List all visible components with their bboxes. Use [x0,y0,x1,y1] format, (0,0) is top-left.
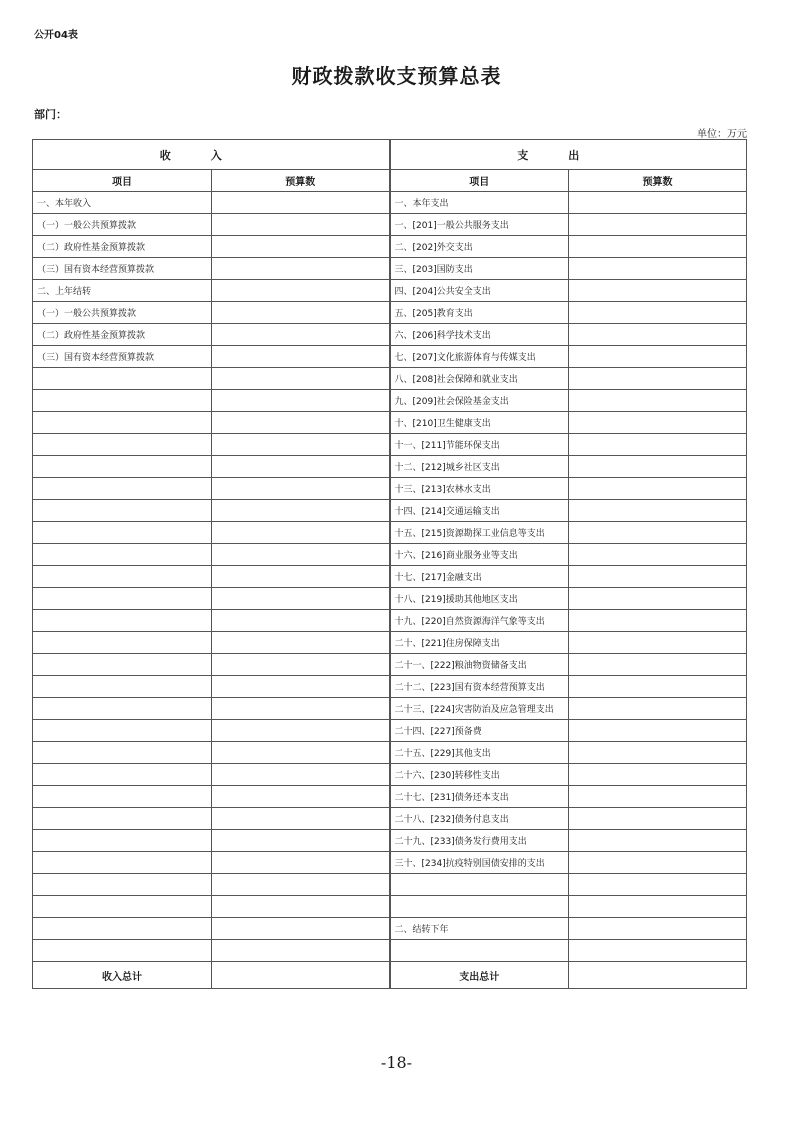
expense-budget-cell [569,610,747,632]
income-budget-cell [212,764,390,786]
income-item-cell [33,874,212,896]
table-row [33,588,747,610]
expense-budget-cell [569,874,747,896]
expense-total-label: 支出总计 [390,962,569,989]
table-row [33,522,747,544]
expense-item-cell: 七、[207]文化旅游体育与传媒支出 [390,346,569,368]
table-row [33,192,747,214]
income-budget-cell [212,368,390,390]
income-item-cell [33,720,212,742]
expense-budget-cell [569,720,747,742]
income-section-header: 收入 [33,140,390,170]
expense-budget-cell [569,808,747,830]
table-row [33,808,747,830]
income-item-cell: （一）一般公共预算拨款 [33,214,212,236]
expense-item-cell: 十、[210]卫生健康支出 [390,412,569,434]
expense-budget-cell [569,566,747,588]
income-budget-cell [212,390,390,412]
department-label: 部门： [34,108,67,121]
income-budget-cell [212,434,390,456]
expense-budget-cell [569,346,747,368]
income-budget-cell [212,544,390,566]
income-item-cell [33,940,212,962]
income-budget-header: 预算数 [212,170,390,192]
income-budget-cell [212,456,390,478]
income-budget-cell [212,676,390,698]
income-item-cell [33,742,212,764]
expense-item-cell: 八、[208]社会保障和就业支出 [390,368,569,390]
expense-item-cell: 二十七、[231]债务还本支出 [390,786,569,808]
expense-budget-cell [569,544,747,566]
expense-item-header: 项目 [390,170,569,192]
expense-item-cell: 九、[209]社会保险基金支出 [390,390,569,412]
income-item-cell [33,676,212,698]
table-row [33,412,747,434]
table-row [33,830,747,852]
expense-item-cell: 二十三、[224]灾害防治及应急管理支出 [390,698,569,720]
expense-item-cell: 五、[205]教育支出 [390,302,569,324]
expense-item-cell: 二十四、[227]预备费 [390,720,569,742]
expense-item-cell: 十九、[220]自然资源海洋气象等支出 [390,610,569,632]
table-row [33,214,747,236]
income-item-cell [33,852,212,874]
income-budget-cell [212,566,390,588]
expense-budget-cell [569,258,747,280]
income-item-cell: 一、本年收入 [33,192,212,214]
table-row [33,236,747,258]
expense-item-cell [390,940,569,962]
income-budget-cell [212,302,390,324]
expense-item-cell: 二、结转下年 [390,918,569,940]
expense-budget-cell [569,192,747,214]
income-budget-cell [212,214,390,236]
table-row [33,896,747,918]
income-item-cell [33,808,212,830]
expense-item-cell: 二十九、[233]债务发行费用支出 [390,830,569,852]
expense-item-cell: 十七、[217]金融支出 [390,566,569,588]
income-total-value [212,962,390,989]
income-budget-cell [212,654,390,676]
income-budget-cell [212,918,390,940]
income-budget-cell [212,258,390,280]
table-row [33,500,747,522]
income-budget-cell [212,786,390,808]
expense-item-cell: 三十、[234]抗疫特别国债安排的支出 [390,852,569,874]
expense-budget-header: 预算数 [569,170,747,192]
section-header-row [33,140,747,170]
expense-item-cell [390,874,569,896]
expense-total-value [569,962,747,989]
income-item-cell: （一）一般公共预算拨款 [33,302,212,324]
income-budget-cell [212,896,390,918]
expense-item-cell: 六、[206]科学技术支出 [390,324,569,346]
expense-budget-cell [569,456,747,478]
income-item-cell [33,544,212,566]
income-item-cell: 二、上年结转 [33,280,212,302]
table-row [33,720,747,742]
table-row [33,874,747,896]
income-budget-cell [212,500,390,522]
expense-item-cell: 二十五、[229]其他支出 [390,742,569,764]
expense-budget-cell [569,786,747,808]
expense-item-cell: 十五、[215]资源勘探工业信息等支出 [390,522,569,544]
income-item-cell [33,412,212,434]
income-budget-cell [212,522,390,544]
income-budget-cell [212,720,390,742]
expense-item-cell: 二十一、[222]粮油物资储备支出 [390,654,569,676]
income-item-header: 项目 [33,170,212,192]
income-budget-cell [212,346,390,368]
income-item-cell [33,610,212,632]
expense-budget-cell [569,940,747,962]
income-item-cell [33,918,212,940]
income-item-cell [33,522,212,544]
income-item-cell [33,764,212,786]
income-budget-cell [212,588,390,610]
expense-item-cell: 二十六、[230]转移性支出 [390,764,569,786]
table-row [33,280,747,302]
expense-budget-cell [569,698,747,720]
income-total-label: 收入总计 [33,962,212,989]
expense-item-cell: 一、[201]一般公共服务支出 [390,214,569,236]
expense-budget-cell [569,434,747,456]
income-item-cell [33,456,212,478]
expense-budget-cell [569,830,747,852]
table-row [33,852,747,874]
expense-item-cell: 二十、[221]住房保障支出 [390,632,569,654]
income-budget-cell [212,478,390,500]
income-item-cell [33,698,212,720]
table-row [33,698,747,720]
table-body [33,140,747,989]
table-row [33,742,747,764]
income-budget-cell [212,610,390,632]
income-budget-cell [212,236,390,258]
income-item-cell [33,896,212,918]
expense-item-cell: 十八、[219]援助其他地区支出 [390,588,569,610]
expense-item-cell: 二十二、[223]国有资本经营预算支出 [390,676,569,698]
expense-budget-cell [569,390,747,412]
income-budget-cell [212,324,390,346]
income-budget-cell [212,830,390,852]
expense-item-cell: 十三、[213]农林水支出 [390,478,569,500]
expense-item-cell: 十二、[212]城乡社区支出 [390,456,569,478]
expense-budget-cell [569,654,747,676]
expense-budget-cell [569,236,747,258]
income-item-cell [33,434,212,456]
income-budget-cell [212,852,390,874]
column-header-row [33,170,747,192]
income-item-cell [33,830,212,852]
expense-budget-cell [569,302,747,324]
budget-summary-table [32,139,747,989]
expense-budget-cell [569,522,747,544]
income-item-cell [33,500,212,522]
expense-budget-cell [569,500,747,522]
expense-item-cell: 二、[202]外交支出 [390,236,569,258]
table-row [33,456,747,478]
table-row [33,610,747,632]
table-row [33,302,747,324]
expense-budget-cell [569,676,747,698]
table-row [33,940,747,962]
table-row [33,544,747,566]
table-row [33,478,747,500]
table-row [33,918,747,940]
income-item-cell: （二）政府性基金预算拨款 [33,236,212,258]
income-budget-cell [212,698,390,720]
expense-item-cell: 三、[203]国防支出 [390,258,569,280]
page-number: -18- [380,1053,413,1072]
expense-budget-cell [569,852,747,874]
expense-item-cell: 二十八、[232]债务付息支出 [390,808,569,830]
expense-budget-cell [569,742,747,764]
expense-budget-cell [569,478,747,500]
form-code: 公开04表 [34,30,78,41]
expense-budget-cell [569,764,747,786]
income-budget-cell [212,742,390,764]
expense-budget-cell [569,918,747,940]
expense-section-header: 支出 [390,140,747,170]
expense-budget-cell [569,324,747,346]
income-item-cell [33,632,212,654]
expense-item-cell: 十六、[216]商业服务业等支出 [390,544,569,566]
income-item-cell [33,478,212,500]
expense-item-cell: 一、本年支出 [390,192,569,214]
income-item-cell [33,654,212,676]
page-title: 财政拨款收支预算总表 [291,64,502,88]
income-item-cell [33,566,212,588]
table-row [33,258,747,280]
expense-budget-cell [569,214,747,236]
table-row [33,764,747,786]
unit-label: 单位：万元 [697,129,747,140]
table-row [33,786,747,808]
income-budget-cell [212,632,390,654]
table-row [33,566,747,588]
expense-budget-cell [569,368,747,390]
expense-item-cell [390,896,569,918]
income-item-cell: （三）国有资本经营预算拨款 [33,258,212,280]
expense-item-cell: 十四、[214]交通运输支出 [390,500,569,522]
expense-budget-cell [569,280,747,302]
income-budget-cell [212,808,390,830]
income-item-cell [33,786,212,808]
income-budget-cell [212,192,390,214]
income-item-cell [33,390,212,412]
expense-item-cell: 四、[204]公共安全支出 [390,280,569,302]
income-item-cell: （三）国有资本经营预算拨款 [33,346,212,368]
income-budget-cell [212,280,390,302]
table-row [33,390,747,412]
income-budget-cell [212,940,390,962]
income-item-cell [33,588,212,610]
income-budget-cell [212,874,390,896]
income-item-cell [33,368,212,390]
table-row [33,632,747,654]
expense-budget-cell [569,632,747,654]
table-row [33,346,747,368]
table-row [33,324,747,346]
expense-budget-cell [569,896,747,918]
income-budget-cell [212,412,390,434]
income-item-cell: （二）政府性基金预算拨款 [33,324,212,346]
expense-budget-cell [569,412,747,434]
totals-row [33,962,747,989]
expense-item-cell: 十一、[211]节能环保支出 [390,434,569,456]
table-row [33,368,747,390]
expense-budget-cell [569,588,747,610]
table-row [33,654,747,676]
table-row [33,676,747,698]
table-row [33,434,747,456]
